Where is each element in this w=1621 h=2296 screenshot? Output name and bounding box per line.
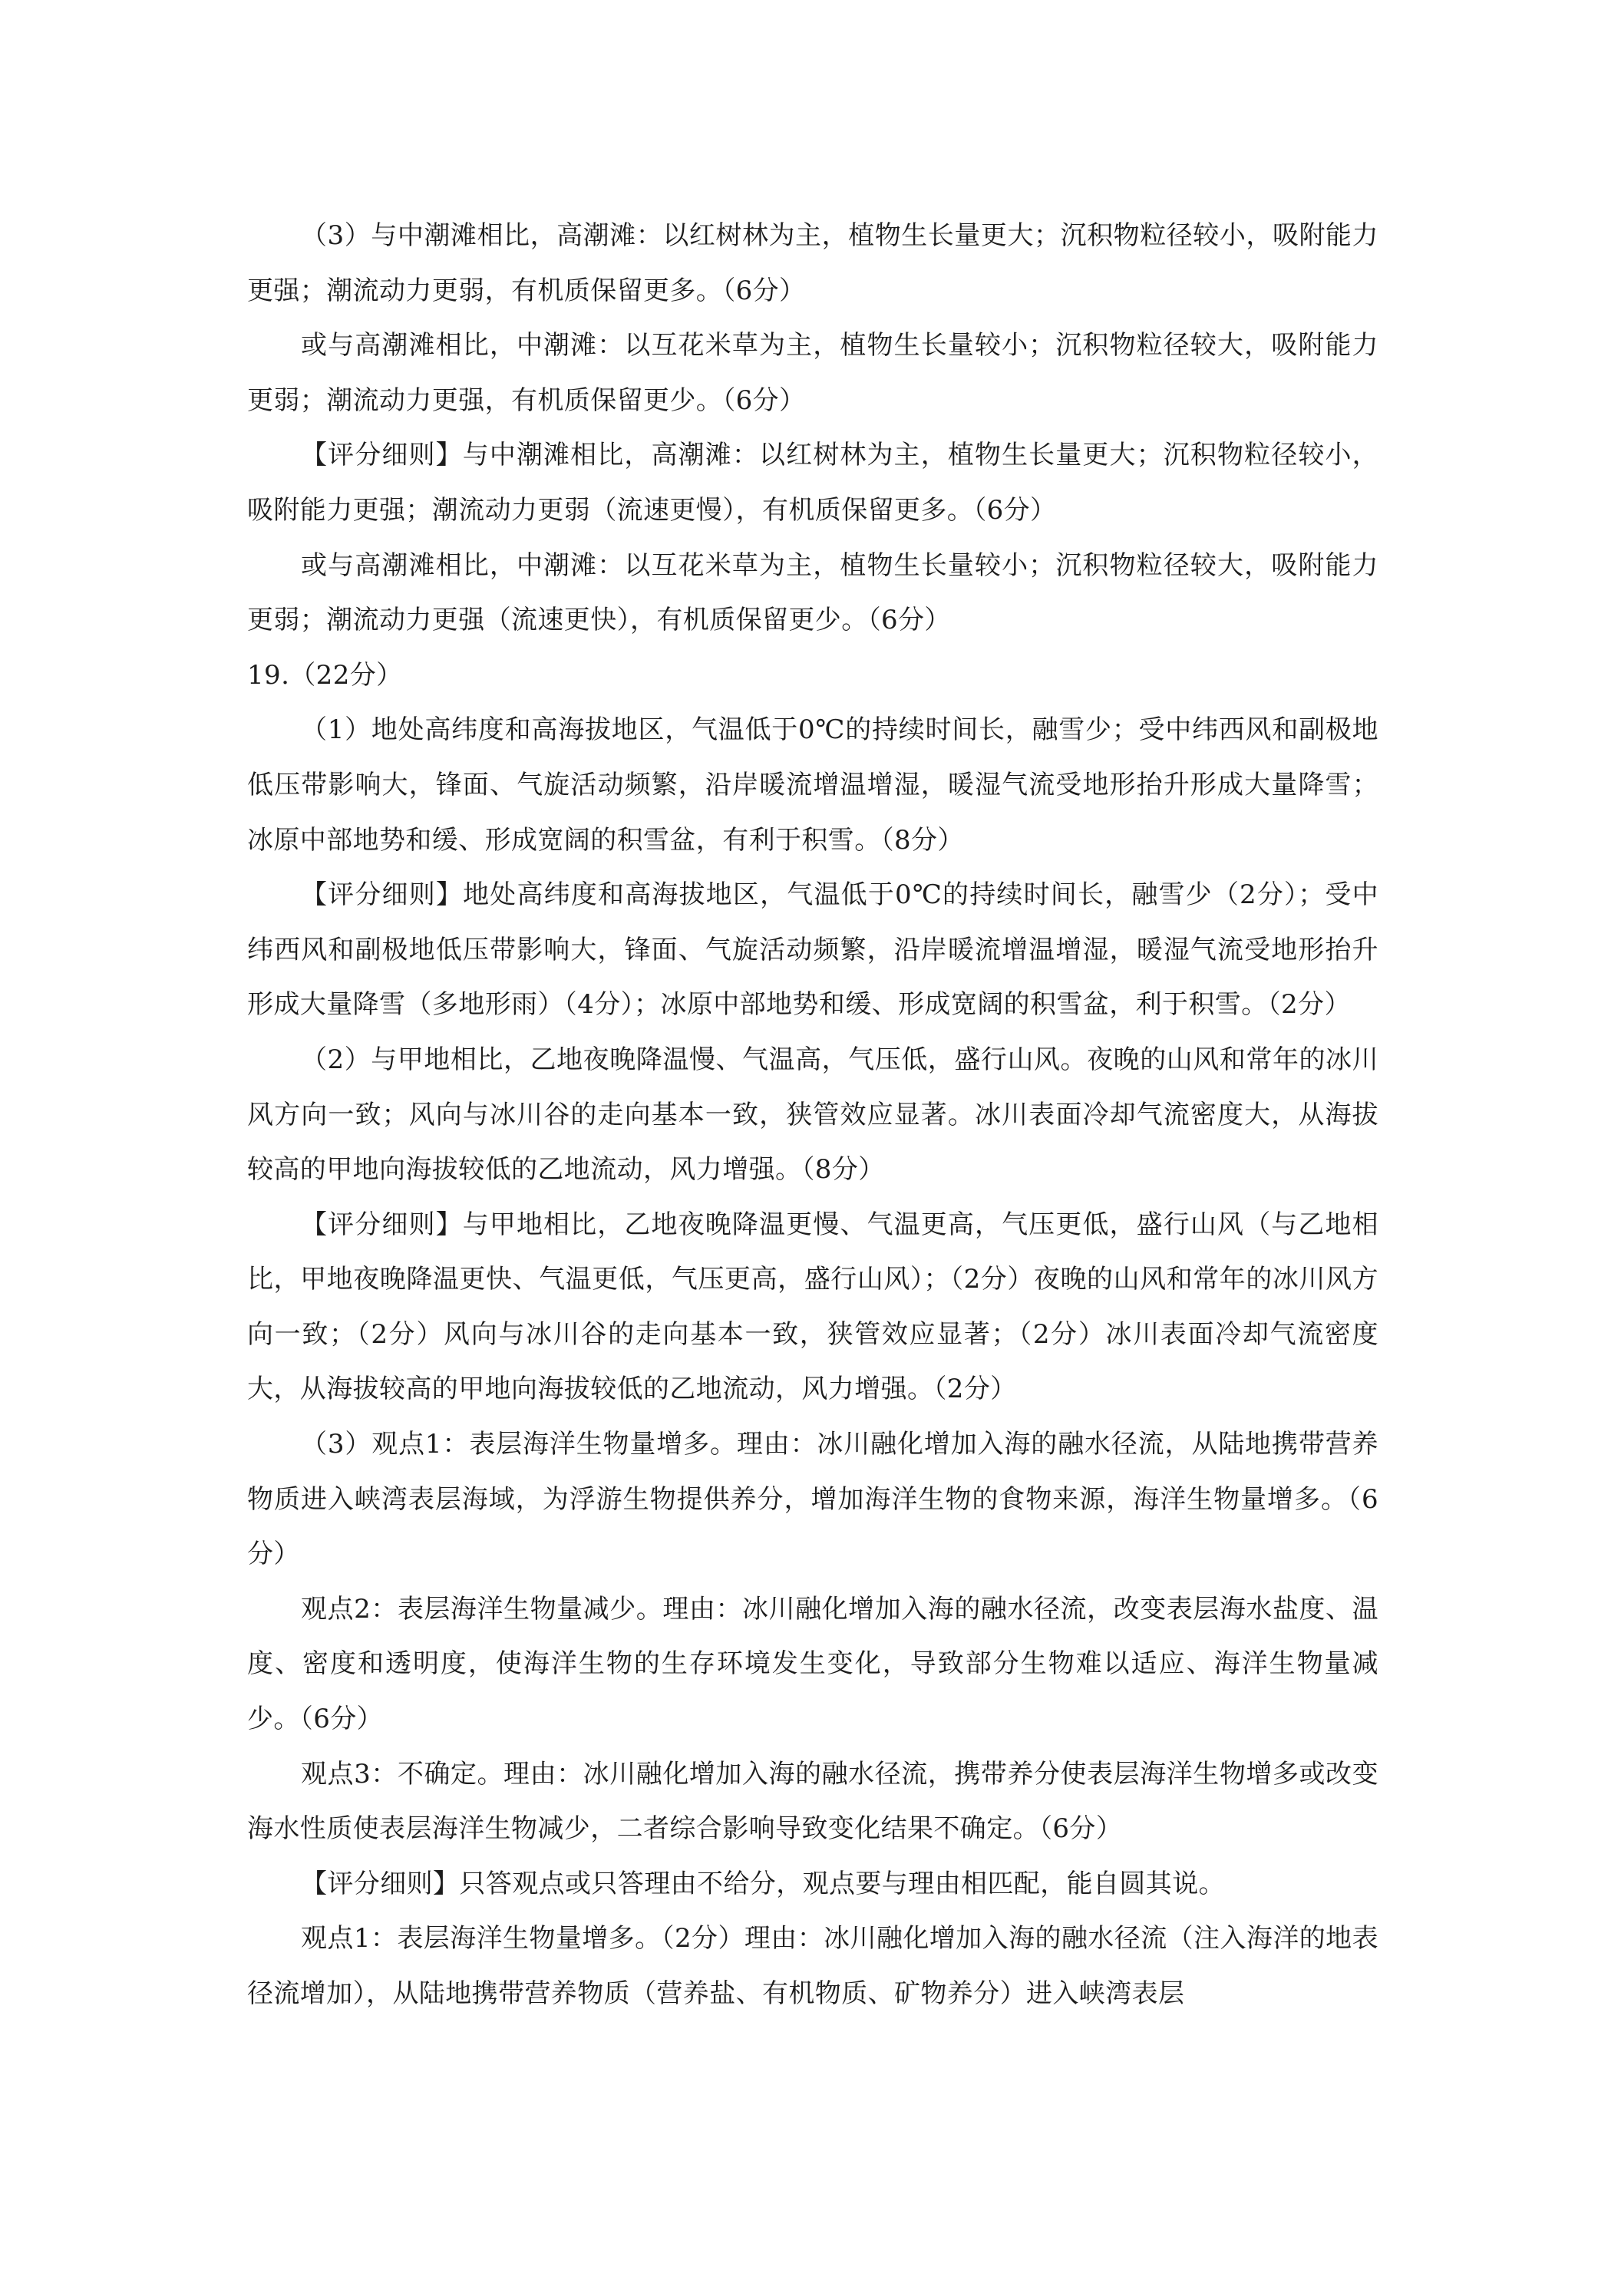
paragraph-q19-3-scoring-intro: 【评分细则】只答观点或只答理由不给分，观点要与理由相匹配，能自圆其说。: [301, 1868, 1225, 1899]
question-19-heading: 19.（22分）: [247, 659, 403, 691]
paragraph-q19-2-answer: （2）与甲地相比，乙地夜晚降温慢、气温高，气压低，盛行山风。夜晚的山风和常年的冰川风方向一致；风向与冰川谷的走向基本一致，狭管效应显著。冰川表面冷却气流密度大，从海拔较高的甲地向海拔较低的乙地流动，风力增强。（8分）: [247, 1044, 1378, 1186]
paragraph-q19-3-view-2: 观点2：表层海洋生物量减少。理由：冰川融化增加入海的融水径流，改变表层海水盐度、温度、密度和透明度，使海洋生物的生存环境发生变化，导致部分生物难以适应、海洋生物量减少。（6分）: [247, 1593, 1378, 1735]
paragraph-q19-3-view-1: （3）观点1：表层海洋生物量增多。理由：冰川融化增加入海的融水径流，从陆地携带营养物质进入峡湾表层海域，为浮游生物提供养分，增加海洋生物的食物来源，海洋生物量增多。（6分）: [247, 1429, 1378, 1570]
paragraph-q19-1-scoring: 【评分细则】地处高纬度和高海拔地区，气温低于0℃的持续时间长，融雪少（2分）；受中纬西风和副极地低压带影响大，锋面、气旋活动频繁，沿岸暖流增温增湿，暖湿气流受地形抬升形成大量降雪（多地形雨）（4分）；冰原中部地势和缓、形成宽阔的积雪盆，利于积雪。（2分）: [247, 879, 1378, 1021]
paragraph-q19-3-scoring-view-1: 观点1：表层海洋生物量增多。（2分）理由：冰川融化增加入海的融水径流（注入海洋的地表径流增加），从陆地携带营养物质（营养盐、有机物质、矿物养分）进入峡湾表层: [247, 1923, 1378, 2009]
paragraph-q18-3-scoring-b: 或与高潮滩相比，中潮滩：以互花米草为主，植物生长量较小；沉积物粒径较大，吸附能力更弱；潮流动力更强（流速更快），有机质保留更少。（6分）: [247, 549, 1378, 636]
paragraph-q19-1-answer: （1）地处高纬度和高海拔地区，气温低于0℃的持续时间长，融雪少；受中纬西风和副极地低压带影响大，锋面、气旋活动频繁，沿岸暖流增温增湿，暖湿气流受地形抬升形成大量降雪；冰原中部地势和缓、形成宽阔的积雪盆，有利于积雪。（8分）: [247, 714, 1378, 856]
paragraph-q18-3-answer-b: 或与高潮滩相比，中潮滩：以互花米草为主，植物生长量较小；沉积物粒径较大，吸附能力更弱；潮流动力更强，有机质保留更少。（6分）: [247, 330, 1378, 416]
paragraph-q19-3-view-3: 观点3：不确定。理由：冰川融化增加入海的融水径流，携带养分使表层海洋生物增多或改变海水性质使表层海洋生物减少，二者综合影响导致变化结果不确定。（6分）: [247, 1758, 1378, 1845]
answer-text-body: [247, 209, 1378, 2022]
paragraph-q18-3-scoring-a: 【评分细则】与中潮滩相比，高潮滩：以红树林为主，植物生长量更大；沉积物粒径较小，吸附能力更强；潮流动力更弱（流速更慢），有机质保留更多。（6分）: [247, 440, 1378, 526]
paragraph-q18-3-answer-a: （3）与中潮滩相比，高潮滩：以红树林为主，植物生长量更大；沉积物粒径较小，吸附能力更强；潮流动力更弱，有机质保留更多。（6分）: [247, 220, 1378, 306]
paragraph-q19-2-scoring: 【评分细则】与甲地相比，乙地夜晚降温更慢、气温更高，气压更低，盛行山风（与乙地相比，甲地夜晚降温更快、气温更低，气压更高，盛行山风）；（2分）夜晚的山风和常年的冰川风方向一致；（2分）风向与冰川谷的走向基本一致，狭管效应显著；（2分）冰川表面冷却气流密度大，从海拔较高的甲地向海拔较低的乙地流动，风力增强。（2分）: [247, 1209, 1378, 1405]
